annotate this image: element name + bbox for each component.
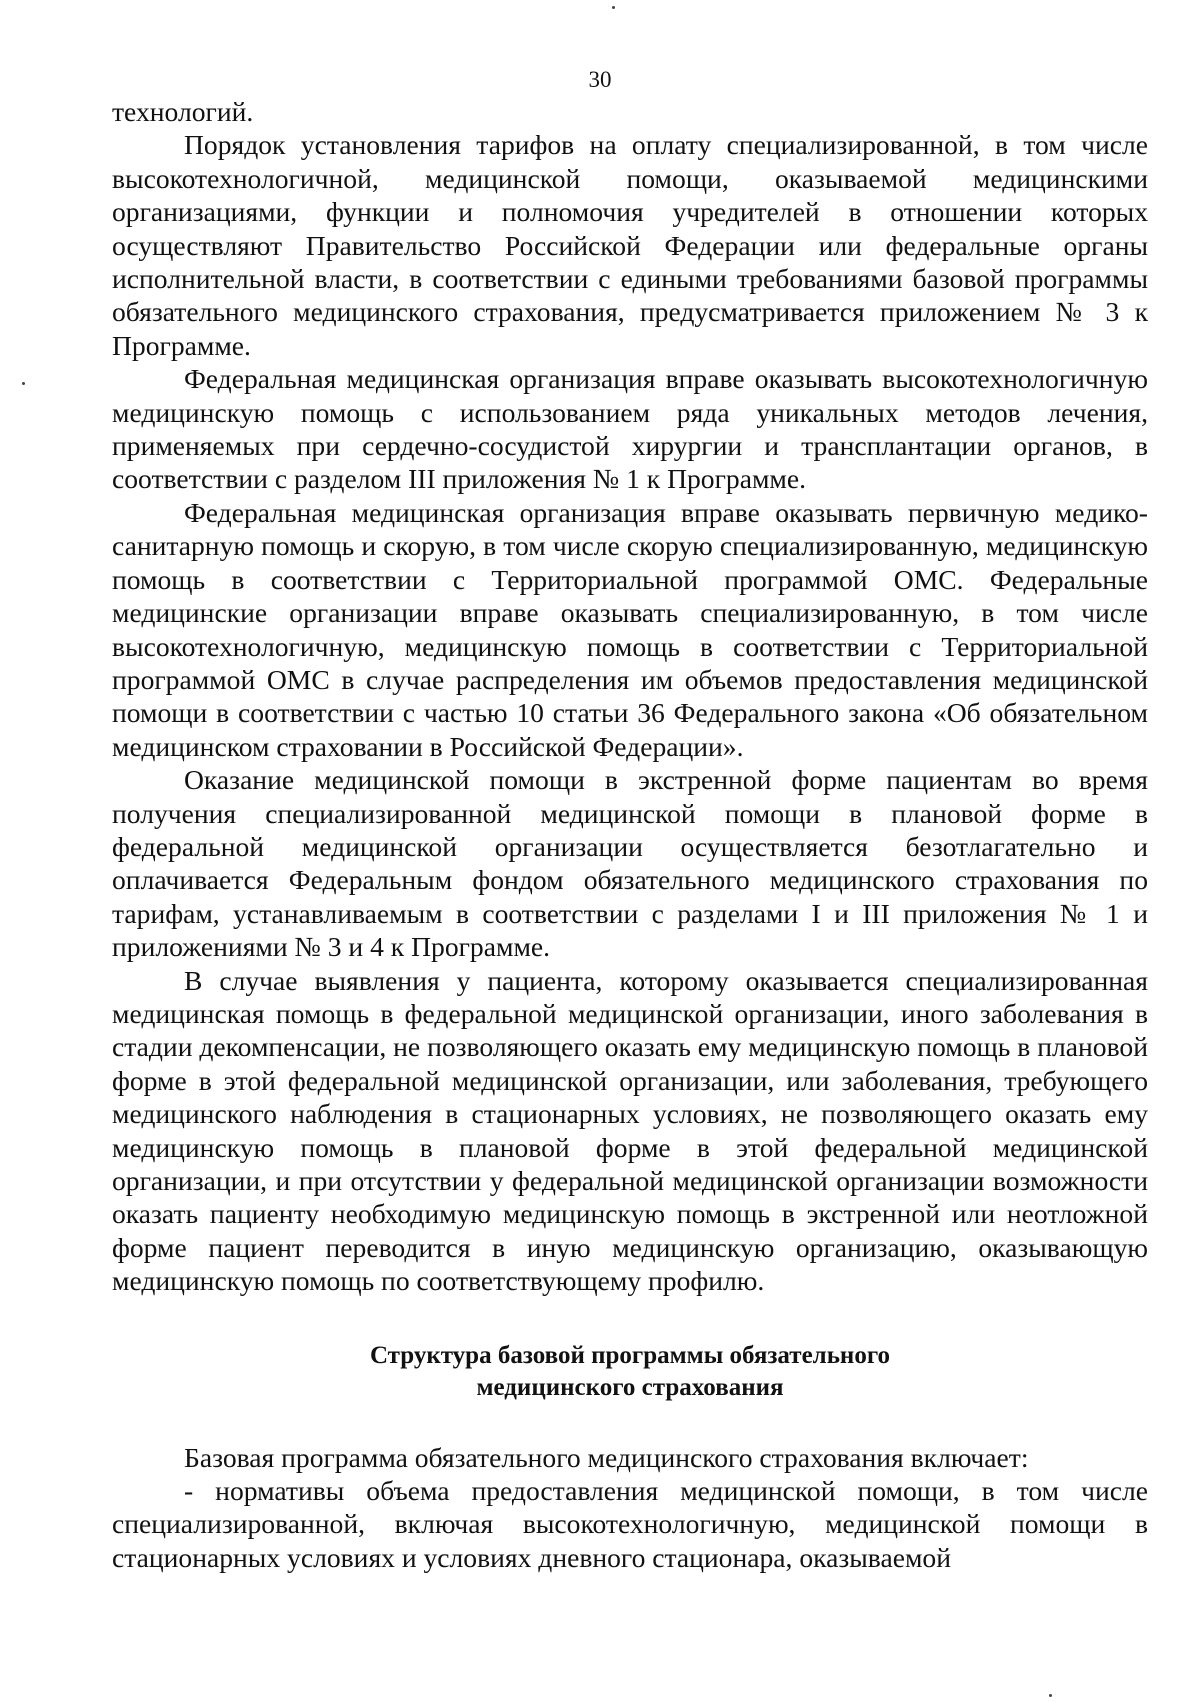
paragraph-high-tech-care: Федеральная медицинская организация вправе оказывать высокотехнологичную медицинскую помощь с использованием ряда уникальных методов лечения, применяемых при сердечно-сосудистой хирургии и трансплантации органов, в соответствии с разделом III приложения № 1 к Программе. xyxy=(112,363,1148,495)
document-body xyxy=(112,95,1148,1574)
paragraph-primary-care: Федеральная медицинская организация вправе оказывать первичную медико-санитарную помощь и скорую, в том числе скорую специализированную, медицинскую помощь в соответствии с Территориальной программой ОМС. Федеральные медицинские организации вправе оказывать специализированную, в том числе высокотехнологичную, медицинскую помощь в соответствии с Территориальной программой ОМС в случае распределения им объемов предоставления медицинской помощи в соответствии с частью 10 статьи 36 Федерального закона «Об обязательном медицинском страховании в Российской Федерации». xyxy=(112,496,1148,762)
paragraph-continuation: технологий. xyxy=(112,96,254,127)
scan-speck xyxy=(22,382,25,385)
paragraph-emergency-care: Оказание медицинской помощи в экстренной форме пациентам во время получения специализированной медицинской помощи в плановой форме в федеральной медицинской организации осуществляется безотлагательно и оплачивается Федеральным фондом обязательного медицинского страхования по тарифам, устанавливаемым в соответствии с разделами I и III приложения № 1 и приложениями № 3 и 4 к Программе. xyxy=(112,764,1148,963)
section-heading-line-2: медицинского страхования xyxy=(476,1373,784,1401)
section-heading-line-1: Структура базовой программы обязательного xyxy=(369,1341,891,1369)
scan-speck xyxy=(1049,1694,1052,1697)
page-number: 30 xyxy=(588,67,612,92)
section-intro: Базовая программа обязательного медицинского страхования включает: xyxy=(184,1441,1029,1473)
paragraph-patient-transfer: В случае выявления у пациента, которому оказывается специализированная медицинская помощь в федеральной медицинской организации, иного заболевания в стадии декомпенсации, не позволяющего оказать ему медицинскую помощь в плановой форме в этой федеральной медицинской организации, или заболевания, требующего медицинского наблюдения в стационарных условиях, не позволяющего оказать ему медицинскую помощь в плановой форме в этой федеральной медицинской организации, и при отсутствии у федеральной медицинской организации возможности оказать пациенту необходимую медицинскую помощь в экстренной или неотложной форме пациент переводится в иную медицинскую организацию, оказывающую медицинскую помощь по соответствующему профилю. xyxy=(112,964,1148,1297)
paragraph-tariffs: Порядок установления тарифов на оплату специализированной, в том числе высокотехнологичной, медицинской помощи, оказываемой медицинскими организациями, функции и полномочия учредителей в отношении которых осуществляют Правительство Российской Федерации или федеральные органы исполнительной власти, в соответствии с едиными требованиями базовой программы обязательного медицинского страхования, предусматривается приложением № 3 к Программе. xyxy=(112,129,1148,361)
scan-speck xyxy=(612,6,615,9)
section-list-item: - нормативы объема предоставления медицинской помощи, в том числе специализированной, включая высокотехнологичную, медицинской помощи в стационарных условиях и условиях дневного стационара, оказываемой xyxy=(112,1475,1148,1573)
section-heading xyxy=(112,1340,1148,1404)
